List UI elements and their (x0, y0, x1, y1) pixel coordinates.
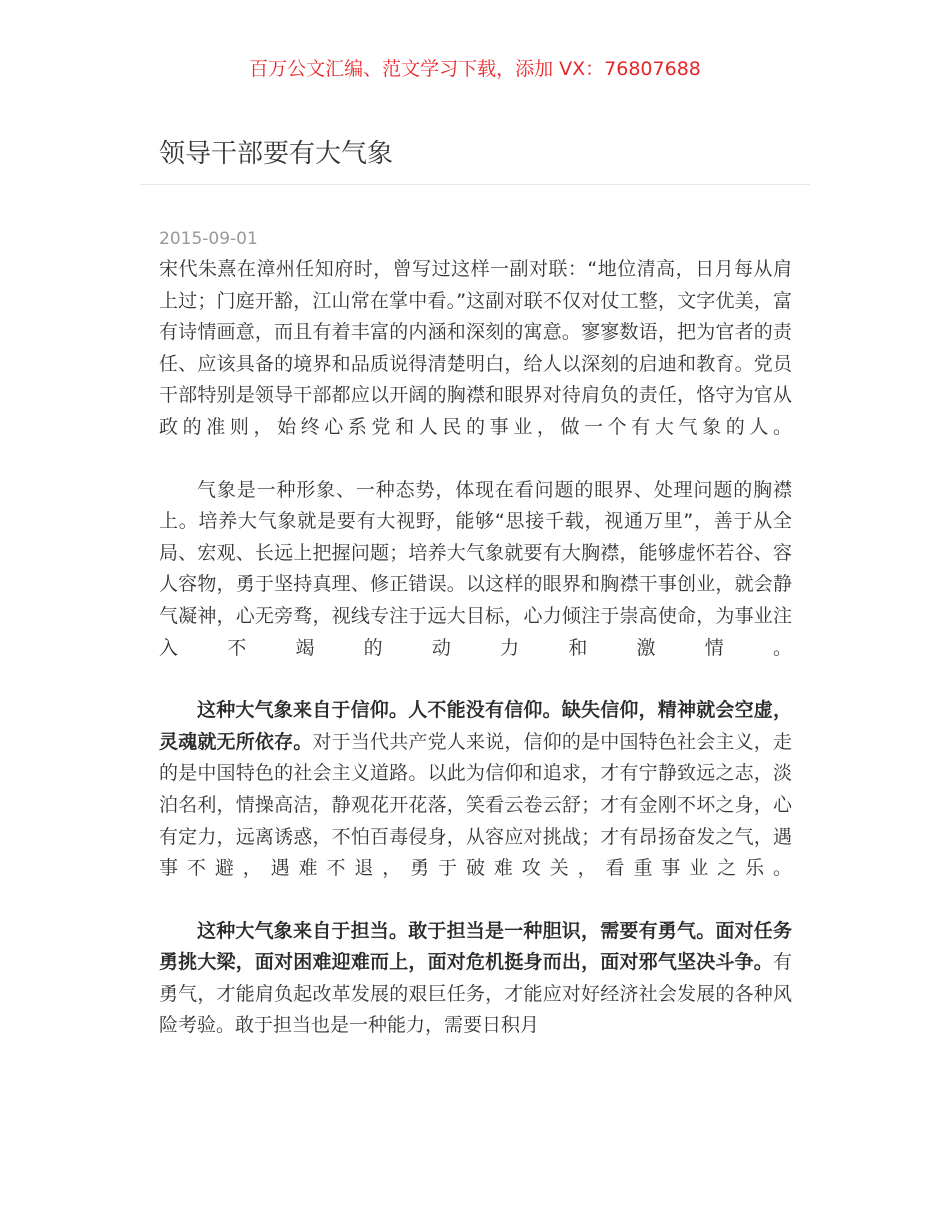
paragraph-1: 宋代朱熹在漳州任知府时，曾写过这样一副对联：“地位清高，日月每从肩上过；门庭开豁，江山常在掌中看。”这副对联不仅对仗工整，文字优美，富有诗情画意，而且有着丰富的内涵和深刻的寓意。寥寥数语，把为官者的责任、应该具备的境界和品质说得清楚明白，给人以深刻的启迪和教育。党员干部特别是领导干部都应以开阔的胸襟和眼界对待肩负的责任，恪守为官从政的准则，始终心系党和人民的事业，做一个有大气象的人。 (159, 258, 792, 438)
paragraph-3-lead: 这种大气象来自于信仰。人不能没有信仰。缺失信仰，精神就会空虚，灵魂就无所依存。 (159, 699, 792, 753)
title-divider (140, 184, 810, 185)
article-body (159, 254, 792, 1042)
promo-banner: 百万公文汇编、范文学习下载，添加 VX：76807688 (249, 58, 701, 80)
paragraph-2: 气象是一种形象、一种态势，体现在看问题的眼界、处理问题的胸襟上。培养大气象就是要有大视野，能够“思接千载，视通万里”，善于从全局、宏观、长远上把握问题；培养大气象就要有大胸襟，能够虚怀若谷、容人容物，勇于坚持真理、修正错误。以这样的眼界和胸襟干事创业，就会静气凝神，心无旁骛，视线专注于远大目标，心力倾注于崇高使命，为事业注入不竭的动力和激情。 (159, 478, 792, 659)
publish-date: 2015-09-01 (159, 229, 258, 249)
paragraph-4-lead: 这种大气象来自于担当。敢于担当是一种胆识，需要有勇气。面对任务勇挑大梁，面对困难迎难而上，面对危机挺身而出，面对邪气坚决斗争。 (159, 919, 792, 974)
paragraph-4-text: 有勇气，才能肩负起改革发展的艰巨任务，才能应对好经济社会发展的各种风险考验。敢于担当也是一种能力，需要日积月 (159, 951, 792, 1037)
article-title: 领导干部要有大气象 (159, 139, 394, 169)
paragraph-3-text: 对于当代共产党人来说，信仰的是中国特色社会主义，走的是中国特色的社会主义道路。以此为信仰和追求，才有宁静致远之志，淡泊名利，情操高洁，静观花开花落，笑看云卷云舒；才有金刚不坏之身，心有定力，远离诱惑，不怕百毒侵身，从容应对挑战；才有昂扬奋发之气，遇事不避，遇难不退，勇于破难攻关，看重事业之乐。 (159, 730, 792, 880)
paragraph-3 (159, 695, 792, 885)
paragraph-4 (159, 916, 792, 1042)
